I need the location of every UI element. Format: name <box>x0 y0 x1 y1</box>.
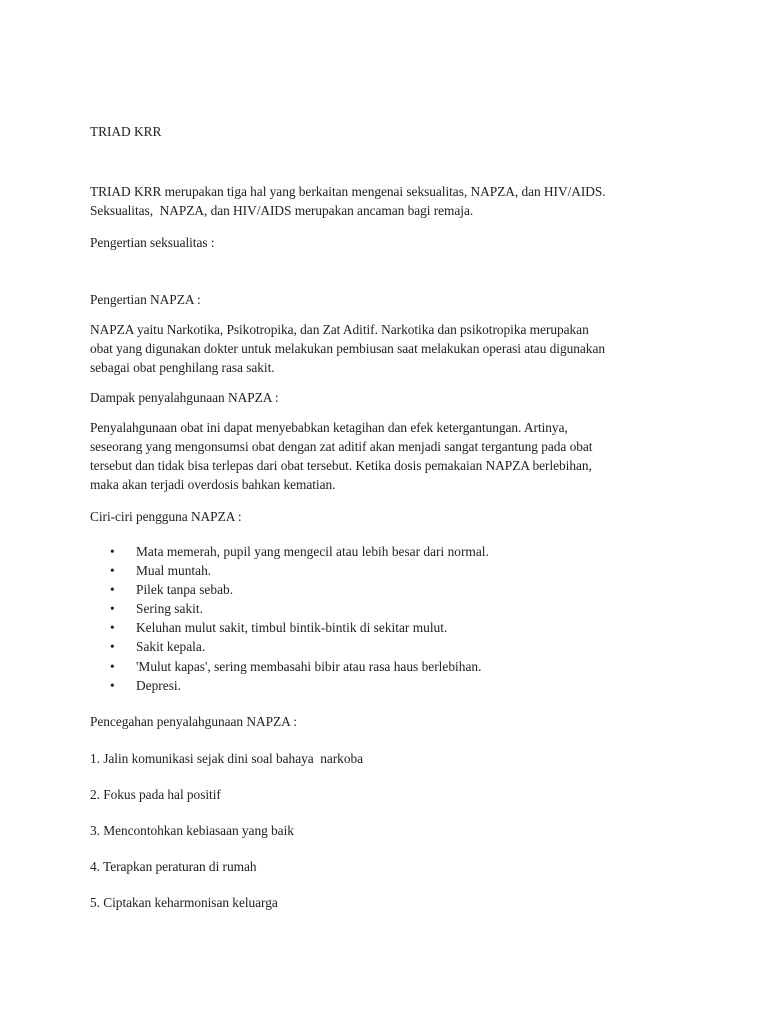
bullet-icon: • <box>110 563 115 579</box>
list-item-text: Keluhan mulut sakit, timbul bintik-bintik di sekitar mulut. <box>136 620 448 636</box>
bullet-icon: • <box>110 658 115 674</box>
list-item <box>110 599 489 618</box>
pencegahan-item-3: 3. Mencontohkan kebiasaan yang baik <box>90 823 294 838</box>
bullet-icon: • <box>110 601 115 617</box>
dampak-line-3: tersebut dan tidak bisa terlepas dari obat tersebut. Ketika dosis pemakaian NAPZA berlebihan, <box>90 458 592 473</box>
bullet-icon: • <box>110 677 115 693</box>
dampak-line-4: maka akan terjadi overdosis bahkan kematian. <box>90 477 336 492</box>
heading-pengertian-napza: Pengertian NAPZA : <box>90 292 201 307</box>
dampak-line-2: seseorang yang mengonsumsi obat dengan zat aditif akan menjadi sangat tergantung pada obat <box>90 439 593 454</box>
list-item-text: Sering sakit. <box>136 601 203 617</box>
pencegahan-item-2: 2. Fokus pada hal positif <box>90 787 221 802</box>
pencegahan-item-1: 1. Jalin komunikasi sejak dini soal bahaya narkoba <box>90 751 364 766</box>
napza-definition-line-2: obat yang digunakan dokter untuk melakukan pembiusan saat melakukan operasi atau digunakan <box>90 341 605 356</box>
intro-line-2: Seksualitas, NAPZA, dan HIV/AIDS merupakan ancaman bagi remaja. <box>90 203 474 218</box>
bullet-icon: • <box>110 582 115 598</box>
intro-line-1: TRIAD KRR merupakan tiga hal yang berkaitan mengenai seksualitas, NAPZA, dan HIV/AIDS. <box>90 184 606 199</box>
heading-pencegahan: Pencegahan penyalahgunaan NAPZA : <box>90 714 297 729</box>
list-item <box>110 637 489 656</box>
list-item <box>110 676 489 695</box>
napza-definition-line-3: sebagai obat penghilang rasa sakit. <box>90 360 275 375</box>
list-item-text: Pilek tanpa sebab. <box>136 582 234 598</box>
list-item-text: Sakit kepala. <box>136 639 206 655</box>
list-item-text: Mual muntah. <box>136 563 212 579</box>
bullet-icon: • <box>110 639 115 655</box>
list-item <box>110 657 489 676</box>
pencegahan-item-4: 4. Terapkan peraturan di rumah <box>90 859 257 874</box>
ciri-ciri-list <box>110 542 489 695</box>
list-item <box>110 618 489 637</box>
heading-pengertian-seksualitas: Pengertian seksualitas : <box>90 235 215 250</box>
list-item <box>110 561 489 580</box>
document-title: TRIAD KRR <box>90 124 162 139</box>
heading-ciri-ciri: Ciri-ciri pengguna NAPZA : <box>90 509 242 524</box>
list-item-text: Depresi. <box>136 677 181 693</box>
list-item <box>110 580 489 599</box>
list-item-text: Mata memerah, pupil yang mengecil atau lebih besar dari normal. <box>136 544 489 559</box>
napza-definition-line-1: NAPZA yaitu Narkotika, Psikotropika, dan Zat Aditif. Narkotika dan psikotropika merupakan <box>90 322 589 337</box>
list-item <box>110 542 489 561</box>
bullet-icon: • <box>110 620 115 636</box>
dampak-line-1: Penyalahgunaan obat ini dapat menyebabkan ketagihan dan efek ketergantungan. Artinya, <box>90 420 568 435</box>
heading-dampak-napza: Dampak penyalahgunaan NAPZA : <box>90 390 279 405</box>
pencegahan-item-5: 5. Ciptakan keharmonisan keluarga <box>90 895 278 910</box>
list-item-text: 'Mulut kapas', sering membasahi bibir atau rasa haus berlebihan. <box>136 658 482 674</box>
bullet-icon: • <box>110 544 115 559</box>
